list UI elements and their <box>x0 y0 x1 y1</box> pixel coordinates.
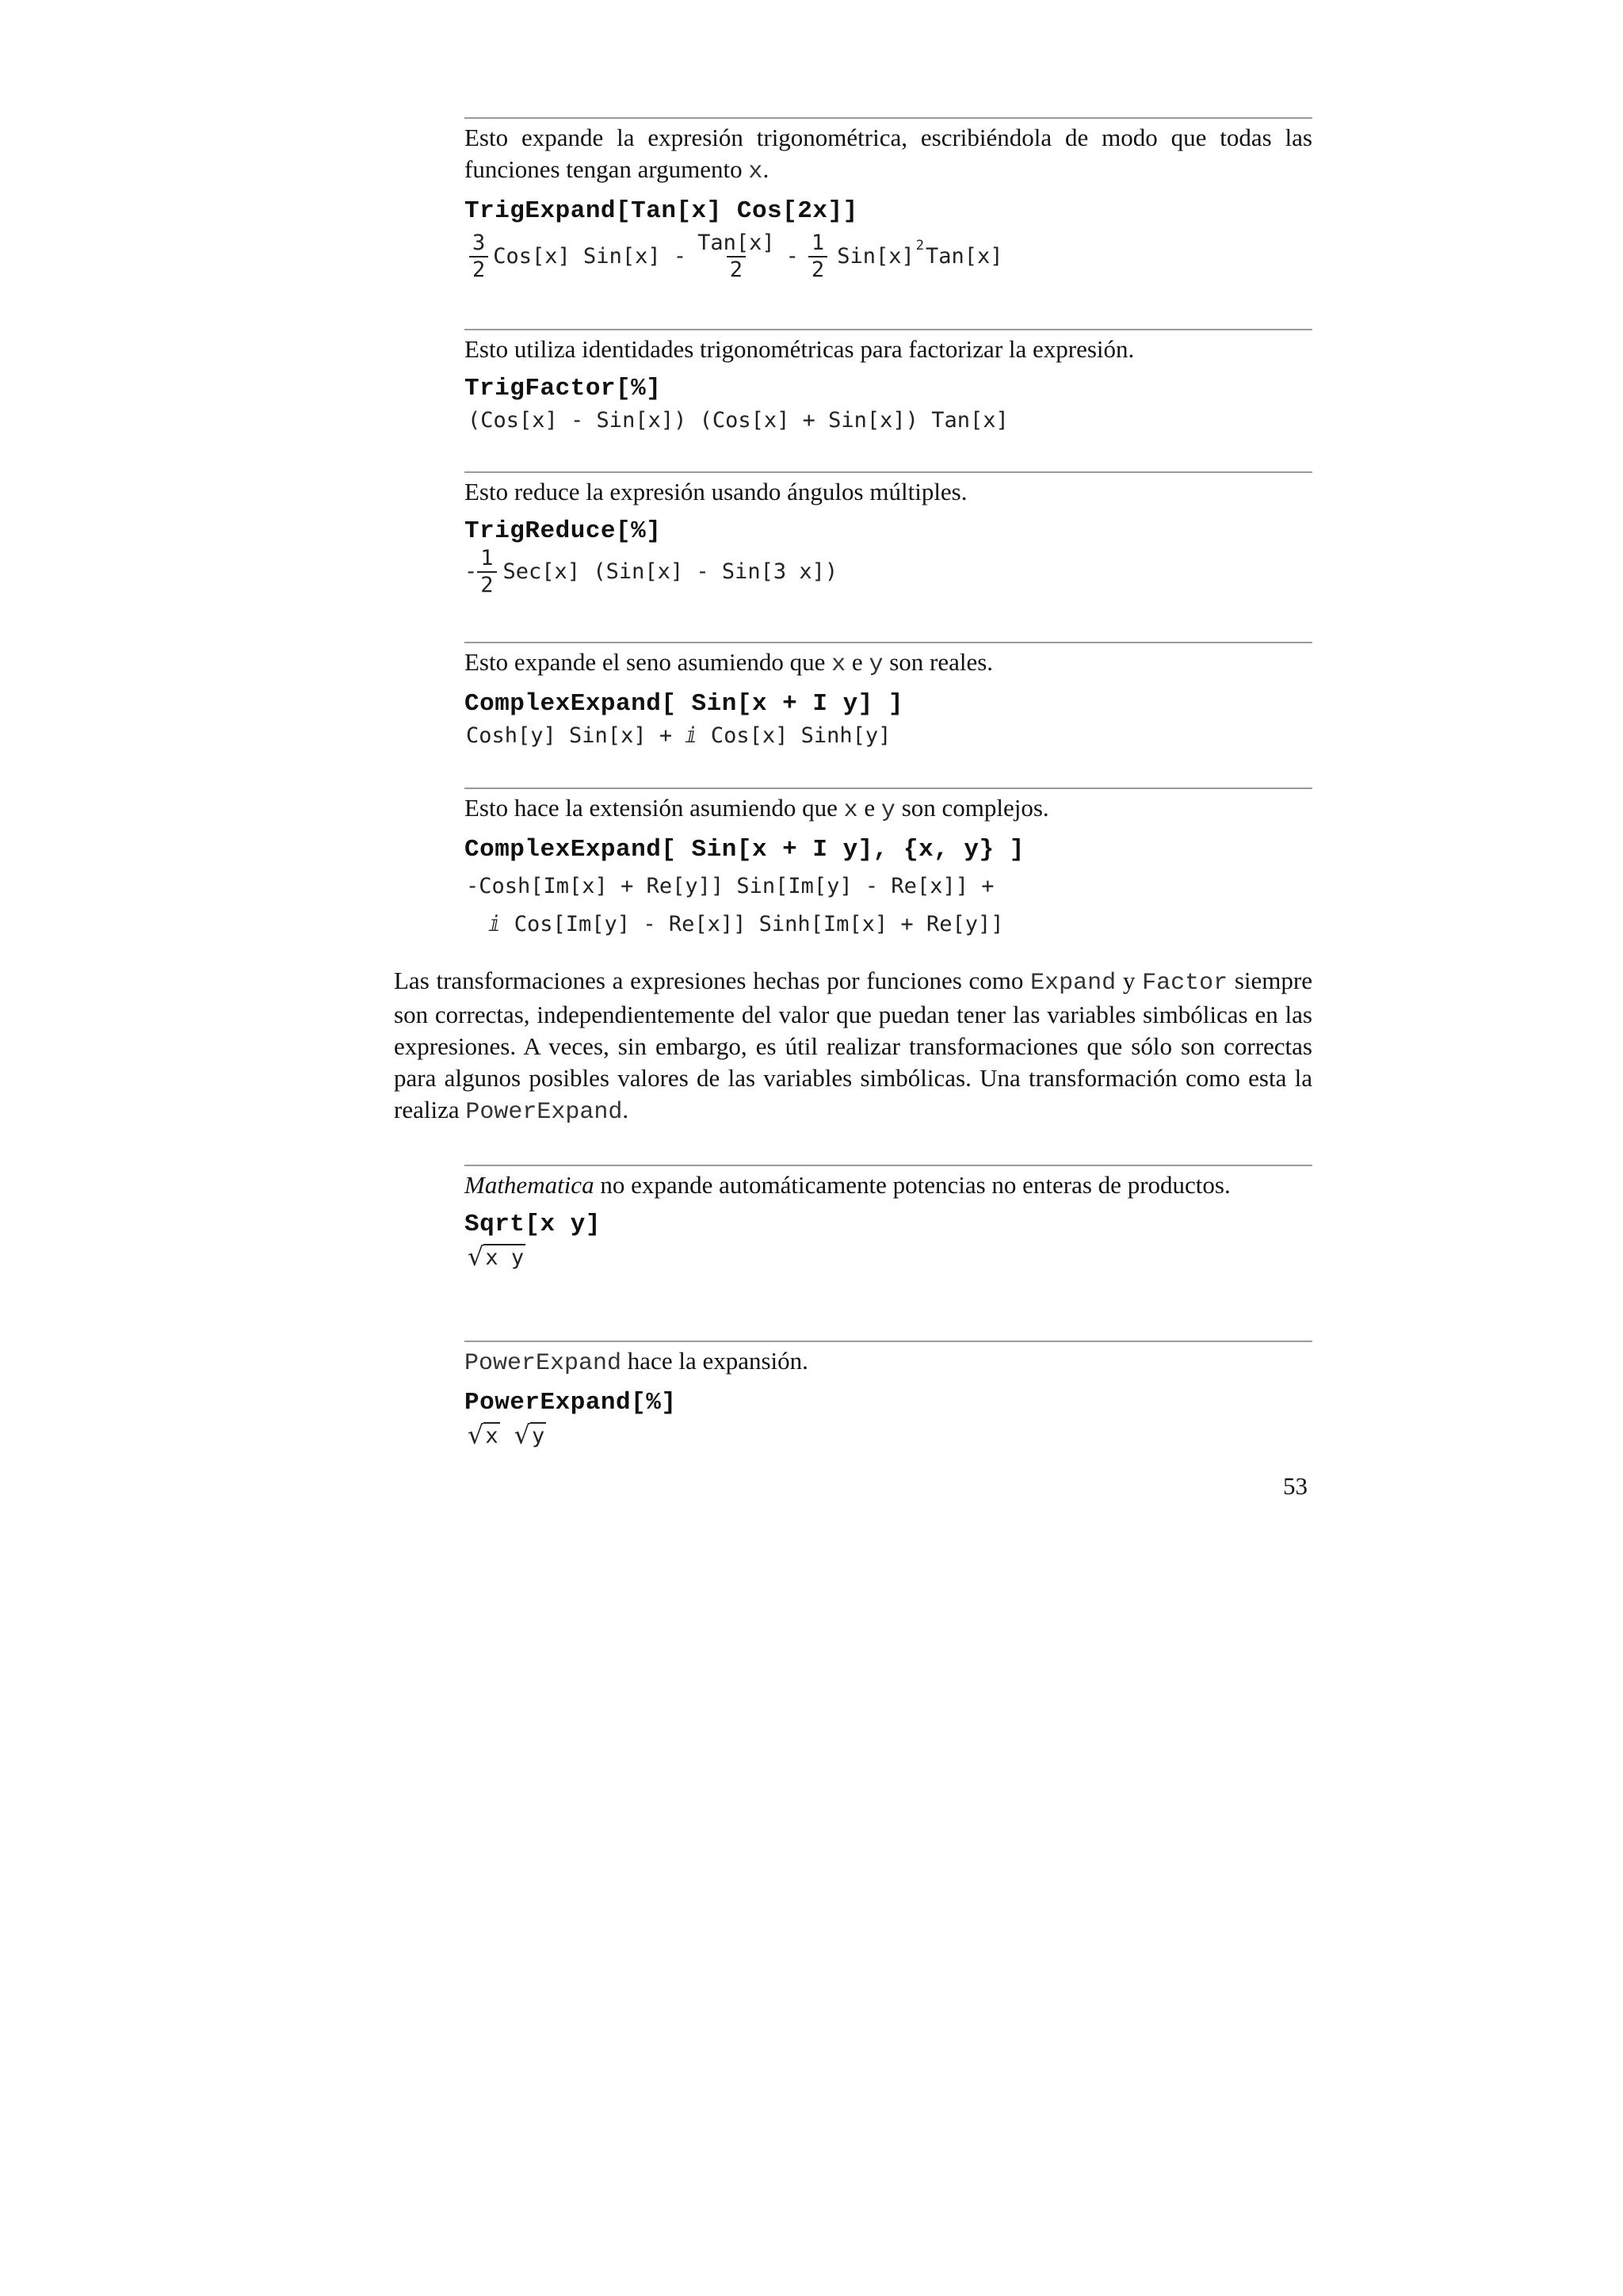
output-expression: (Cos[x] - Sin[x]) (Cos[x] + Sin[x]) Tan[x] <box>468 408 1009 433</box>
sqrt-argument: y <box>532 1424 545 1448</box>
input-command: TrigReduce[%] <box>464 517 662 545</box>
denominator: 2 <box>469 256 488 283</box>
cell-powerexpand <box>464 1341 1312 1449</box>
page-number: 53 <box>1283 1472 1308 1500</box>
paragraph-text: Las transformaciones a expresiones hechas por funciones como <box>394 967 1024 994</box>
denominator: 2 <box>727 256 746 283</box>
input-command: ComplexExpand[ Sin[x + I y], {x, y} ] <box>464 836 1025 864</box>
output-expression <box>464 1421 1312 1449</box>
output-term: - <box>785 244 799 269</box>
inline-code: PowerExpand <box>464 1350 622 1377</box>
cell-sqrt <box>464 1165 1312 1271</box>
body-paragraph <box>394 965 1312 1128</box>
input-command: TrigExpand[Tan[x] Cos[2x]] <box>464 197 858 225</box>
cell-description <box>464 122 1312 188</box>
inline-code: Factor <box>1142 970 1228 997</box>
numerator: 1 <box>480 546 494 570</box>
cell-trigreduce <box>464 471 1312 598</box>
cell-description <box>464 646 1312 681</box>
sqrt-expression <box>468 1242 525 1271</box>
italic-term: Mathematica <box>464 1171 594 1199</box>
cell-complexexpand-real <box>464 642 1312 750</box>
description-text: Esto expande la expresión trigonométrica, escribiéndola de modo que todas las funciones tengan argumento <box>464 124 1312 183</box>
paragraph-text: . <box>622 1096 629 1123</box>
exponent: 2 <box>915 238 924 254</box>
inline-code: x <box>831 651 846 678</box>
input-command: PowerExpand[%] <box>464 1389 677 1417</box>
output-expression-line-2: ⅈ Cos[Im[y] - Re[x]] Sinh[Im[x] + Re[y]] <box>475 912 1004 936</box>
input-command: TrigFactor[%] <box>464 375 662 402</box>
output-term: Sec[x] (Sin[x] - Sin[3 x]) <box>502 559 838 584</box>
cell-trigexpand <box>464 117 1312 283</box>
sqrt-icon: √ <box>468 1420 484 1450</box>
inline-code: x <box>748 158 763 185</box>
cell-complexexpand-complex <box>464 788 1312 939</box>
description-text: son reales. <box>889 648 994 676</box>
numerator: 3 <box>472 231 486 255</box>
cell-description <box>464 1169 1312 1201</box>
fraction <box>469 231 488 283</box>
cell-description: Esto utiliza identidades trigonométricas para factorizar la expresión. <box>464 335 1135 363</box>
numerator: 1 <box>811 231 825 255</box>
output-expression <box>464 231 1312 283</box>
denominator: 2 <box>477 571 496 598</box>
description-text: e <box>864 794 876 822</box>
input-command: ComplexExpand[ Sin[x + I y] ] <box>464 690 903 718</box>
output-expression: Cosh[y] Sin[x] + ⅈ Cos[x] Sinh[y] <box>466 723 892 748</box>
sqrt-icon: √ <box>514 1420 531 1450</box>
inline-code: Expand <box>1030 970 1117 997</box>
sign: - <box>464 559 478 584</box>
paragraph-text: y <box>1122 967 1136 994</box>
output-expression <box>464 1242 1312 1271</box>
description-text: hace la expansión. <box>627 1347 808 1375</box>
sqrt-expression <box>514 1421 547 1449</box>
paragraph-text: siempre son correctas, independientemente del valor que puedan tener las variables simbólicas en las expresiones. A veces, sin embargo, es útil realizar transformaciones que sólo son correctas para algunos posibles valores de las variables simbólicas. Una transformación como esta la realiza <box>394 967 1312 1123</box>
inline-code: y <box>880 797 896 824</box>
cell-description <box>464 1345 1312 1379</box>
description-text: no expande automáticamente potencias no enteras de productos. <box>600 1171 1231 1199</box>
sqrt-argument: x y <box>485 1245 525 1270</box>
inline-code: x <box>843 797 858 824</box>
fraction <box>808 231 827 283</box>
numerator: Tan[x] <box>697 231 775 255</box>
inline-code: y <box>869 651 884 678</box>
inline-code: PowerExpand <box>465 1099 623 1126</box>
sqrt-icon: √ <box>468 1241 484 1272</box>
output-term: Sin[x] <box>837 244 915 269</box>
description-text: Esto hace la extensión asumiendo que <box>464 794 838 822</box>
description-text: son complejos. <box>901 794 1049 822</box>
cell-trigfactor <box>464 329 1312 435</box>
output-term: Tan[x] <box>925 244 1003 269</box>
sqrt-expression <box>468 1421 500 1449</box>
fraction <box>694 231 778 283</box>
output-term: Cos[x] Sin[x] - <box>493 244 687 269</box>
cell-description <box>464 792 1312 826</box>
input-command: Sqrt[x y] <box>464 1211 601 1238</box>
denominator: 2 <box>808 256 827 283</box>
sqrt-argument: x <box>485 1424 498 1448</box>
description-punct: . <box>762 155 769 183</box>
description-text: Esto expande el seno asumiendo que <box>464 648 826 676</box>
description-text: e <box>851 648 863 676</box>
output-expression-line-1: -Cosh[Im[x] + Re[y]] Sin[Im[y] - Re[x]] + <box>466 874 995 898</box>
cell-description: Esto reduce la expresión usando ángulos múltiples. <box>464 478 968 505</box>
fraction <box>477 546 496 598</box>
output-expression <box>464 546 1312 598</box>
